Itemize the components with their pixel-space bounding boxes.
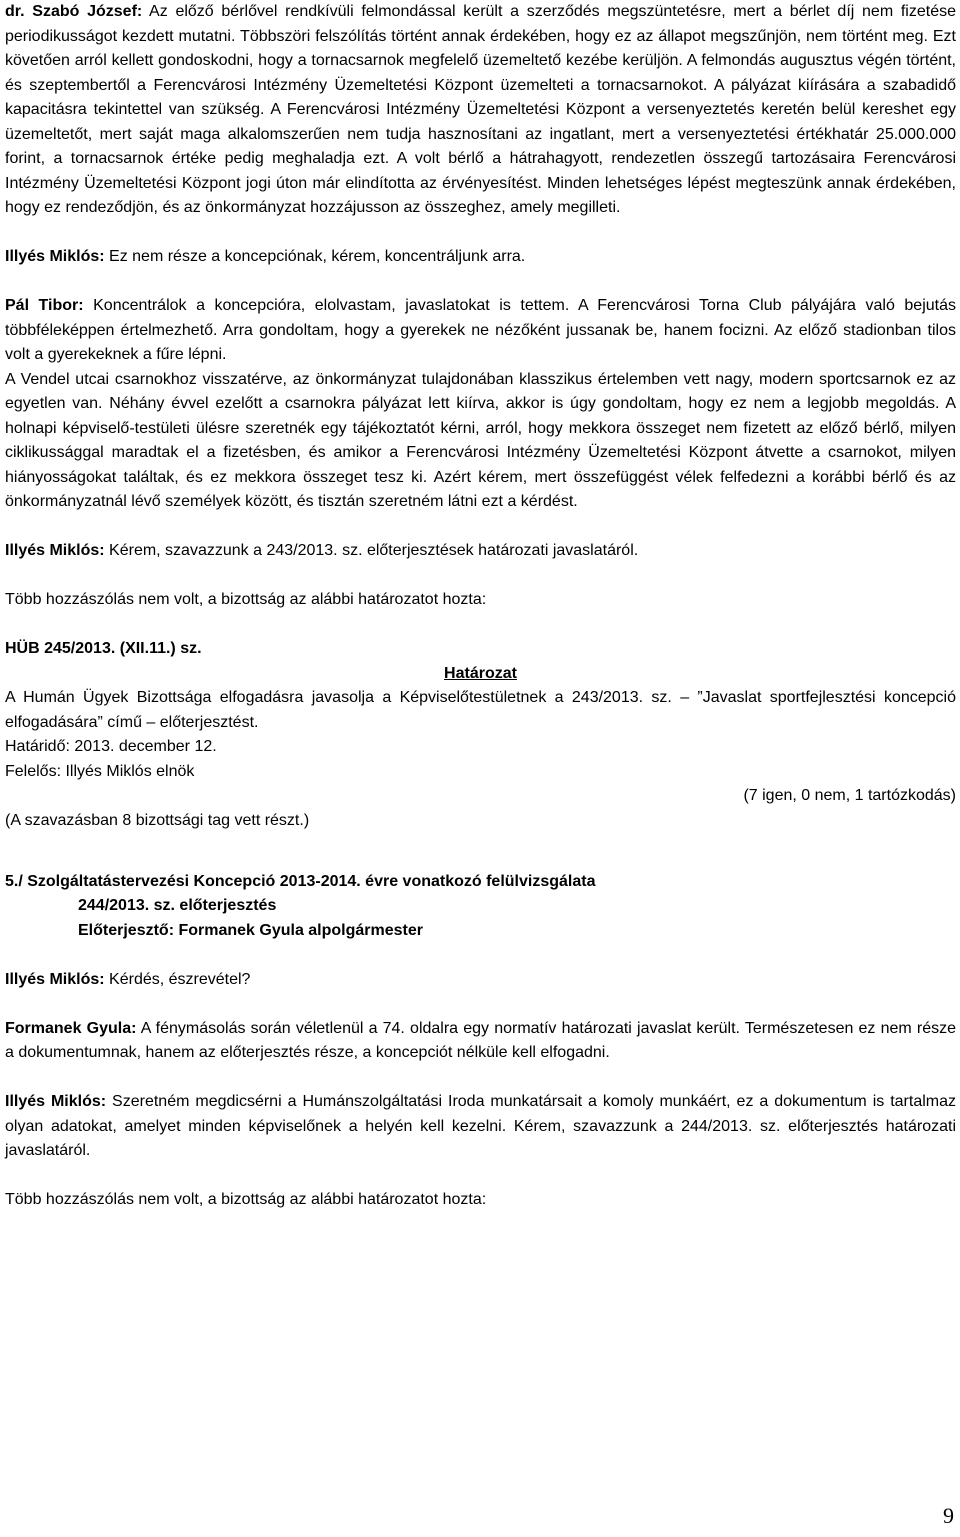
speaker-name: Illyés Miklós: [5,542,105,559]
speaker-name: Pál Tibor: [5,297,84,314]
paragraph-illyes-4 [5,1090,956,1164]
paragraph-text: A fénymásolás során véletlenül a 74. oldalra egy normatív határozati javaslat került. Természetesen ez nem része a dokumentumnak, hanem az előterjesztés része, a koncepciót nélküle kell elfogadni. [5,1019,957,1061]
paragraph-text: Szeretném megdicsérni a Humánszolgáltatási Iroda munkatársait a komoly munkáért, ez a dokumentum is tartalmaz olyan adatokat, amelyet minden képviselőnek a helyén kell kezelni. Kérem, szavazzunk a 244/2013. sz. előterjesztés határozati javaslatáról. [5,1093,957,1159]
paragraph-illyes-3 [5,968,956,993]
speaker-name: Illyés Miklós: [5,1093,107,1110]
paragraph-no-more-comments: Több hozzászólás nem volt, a bizottság az alábbi határozatot hozta: [5,591,487,608]
paragraph-illyes-1 [5,245,956,270]
paragraph-illyes-2 [5,539,956,564]
agenda-item-title: 5./ Szolgáltatástervezési Koncepció 2013-2014. évre vonatkozó felülvizsgálata [5,872,596,890]
resolution-body: A Humán Ügyek Bizottsága elfogadásra javasolja a Képviselőtestületnek a 243/2013. sz. – ”Javaslat sportfejlesztési koncepció elfogadására” című – előterjesztést. [5,689,956,731]
paragraph-text: Kérdés, észrevétel? [104,970,251,988]
page-number: 9 [943,1503,954,1528]
resolution-deadline: Határidő: 2013. december 12. [5,738,217,755]
resolution-heading: Határozat [444,664,517,682]
paragraph-text: Koncentrálok a koncepcióra, elolvastam, javaslatokat is tettem. A Ferencvárosi Torna Club pályájára való bejutás többféleképpen értelmezhető. Arra gondoltam, hogy a gyerekek ne nézőként jussanak be, hanem focizni. Az előző stadionban tilos volt a gyerekeknek a fűre lépni. [5,297,956,363]
paragraph-text: Kérem, szavazzunk a 243/2013. sz. előterjesztések határozati javaslatáról. [104,542,639,559]
paragraph-szabo [5,0,956,221]
paragraph-text: Az előző bérlővel rendkívüli felmondással került a szerződés megszüntetésre, mert a bérlet díj nem fizetése periodikusságot kezdett mutatni. Többszöri felszólítás történt annak érdekében, hogy ez az állapot megszűnjön, nem történt meg. Ezt követően arról kellett gondoskodni, hogy a tornacsarnok megfelelő üzemeltető kezébe kerüljön. A felmondás augusztus végén történt, és szeptembertől a Ferencvárosi Intézmény Üzemeltetési Központ üzemelteti a tornacsarnokot. A pályázat kiírására a szabadidő kapacitásra tekintettel van szükség. A Ferencvárosi Intézmény Üzemeltetési Központ a versenyeztetés keretén belül kereshet egy üzemeltetőt, mert saját maga alkalomszerűen nem tudja hasznosítani az ingatlant, mert a versenyeztetési értékhatár 25.000.000 forint, a tornacsarnok értéke pedig meghaladja ezt. A volt bérlő a hátrahagyott, rendezetlen összegű tartozásaira Ferencvárosi Intézmény Üzemeltetési Központ jogi úton már elindította az érvényesítést. Minden lehetséges lépést megteszünk annak érdekében, hogy ez rendeződjön, és az önkormányzat hozzájusson az összeghez, amely megilleti. [5,3,957,216]
resolution-attendance: (A szavazásban 8 bizottsági tag vett részt.) [5,811,310,829]
paragraph-pal [5,294,956,368]
speaker-name: dr. Szabó József: [5,3,143,20]
resolution-responsible: Felelős: Illyés Miklós elnök [5,762,195,780]
resolution-vote: (7 igen, 0 nem, 1 tartózkodás) [743,787,956,804]
paragraph-no-more-comments-2: Több hozzászólás nem volt, a bizottság az alábbi határozatot hozta: [5,1191,487,1208]
paragraph-formanek [5,1017,956,1066]
agenda-item-presenter: Előterjesztő: Formanek Gyula alpolgármester [78,921,423,939]
paragraph-pal-continued: A Vendel utcai csarnokhoz visszatérve, az önkormányzat tulajdonában klasszikus értelemben vett nagy, modern sportcsarnok ez az egyetlen van. Néhány évvel ezelőtt a csarnokra pályázat lett kiírva, akkor is úgy gondoltam, hogy ez nem a legjobb megoldás. A holnapi képviselő-testületi ülésre szeretnék egy tájékoztatót kérni, arról, hogy mekkora összeget nem fizetett az előző bérlő, milyen ciklikussággal maradtak el a fizetésben, és amikor a Ferencvárosi Intézmény Üzemeltetési Központ átvette a csarnokot, milyen hiányosságokat találtak, és ez mekkora összeget tesz ki. Azért kérem, mert összefüggést vélek felfedezni a korábbi bérlő és az önkormányzatnál lévő személyek között, és tisztán szeretném látni ezt a kérdést. [5,370,956,510]
resolution-number: HÜB 245/2013. (XII.11.) sz. [5,640,202,657]
speaker-name: Illyés Miklós: [5,248,105,265]
paragraph-text: Ez nem része a koncepciónak, kérem, koncentráljunk arra. [104,248,526,265]
agenda-item-number: 244/2013. sz. előterjesztés [78,897,277,914]
speaker-name: Illyés Miklós: [5,970,105,988]
speaker-name: Formanek Gyula: [5,1019,137,1037]
